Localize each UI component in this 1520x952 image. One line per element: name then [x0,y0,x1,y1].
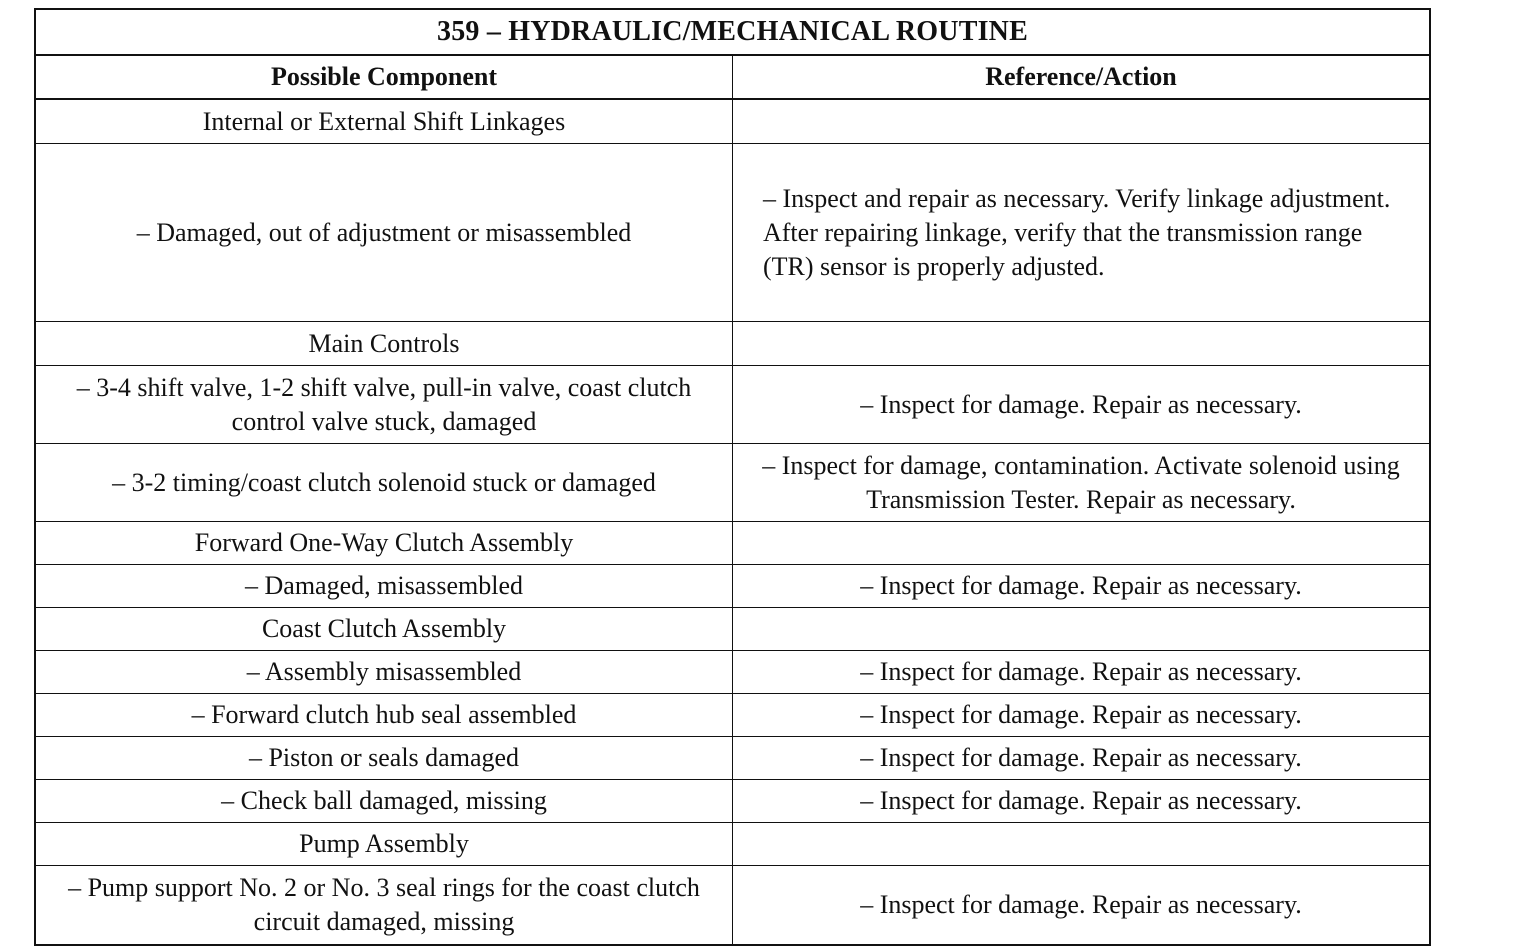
action-cell [733,823,1429,865]
table-row [36,608,1429,651]
action-cell: – Inspect for damage. Repair as necessary. [860,743,1302,772]
component-cell: – 3-2 timing/coast clutch solenoid stuck or damaged [36,444,733,521]
action-cell: – Inspect for damage, contamination. Activate solenoid using Transmission Tester. Repair as necessary. [762,450,1400,514]
component-cell: – Assembly misassembled [36,651,733,693]
table-row [36,694,1429,737]
action-cell: – Inspect for damage. Repair as necessary. [860,389,1302,419]
header-reference-action: Reference/Action [985,62,1177,91]
action-cell: – Inspect for damage. Repair as necessary. [860,657,1302,686]
table-row [36,823,1429,866]
table-row [36,866,1429,944]
action-cell [733,100,1429,143]
component-cell: – 3-4 shift valve, 1-2 shift valve, pull-in valve, coast clutch control valve stuck, damaged [36,366,733,443]
table-row [36,737,1429,780]
action-cell: – Inspect for damage. Repair as necessary. [860,700,1302,729]
action-cell [733,322,1429,365]
component-cell: – Damaged, misassembled [36,565,733,607]
action-cell: – Inspect for damage. Repair as necessary. [860,571,1302,600]
component-cell: – Check ball damaged, missing [36,780,733,822]
component-cell: Coast Clutch Assembly [36,608,733,650]
component-cell: – Damaged, out of adjustment or misassembled [36,144,733,321]
table-row [36,100,1429,144]
component-cell: Main Controls [36,322,733,365]
component-cell: Internal or External Shift Linkages [36,100,733,143]
table-row [36,522,1429,565]
component-cell: – Piston or seals damaged [36,737,733,779]
component-cell: Forward One-Way Clutch Assembly [36,522,733,564]
action-cell: – Inspect and repair as necessary. Verify linkage adjustment. After repairing linkage, verify that the transmission range (TR) sensor is properly adjusted. [763,183,1391,281]
table-row [36,565,1429,608]
table-row [36,366,1429,444]
action-cell: – Inspect for damage. Repair as necessary. [860,890,1302,919]
table-row [36,780,1429,823]
action-cell [733,608,1429,650]
routine-table [34,8,1431,946]
header-row [36,56,1429,100]
action-cell [733,522,1429,564]
table-row [36,651,1429,694]
action-cell: – Inspect for damage. Repair as necessary. [860,786,1302,815]
header-possible-component: Possible Component [36,56,733,98]
component-cell: – Pump support No. 2 or No. 3 seal rings for the coast clutch circuit damaged, missing [36,866,733,944]
component-cell: Pump Assembly [36,823,733,865]
table-row [36,144,1429,322]
component-cell: – Forward clutch hub seal assembled [36,694,733,736]
table-row [36,322,1429,366]
table-title: 359 – HYDRAULIC/MECHANICAL ROUTINE [36,10,1429,56]
table-row [36,444,1429,522]
